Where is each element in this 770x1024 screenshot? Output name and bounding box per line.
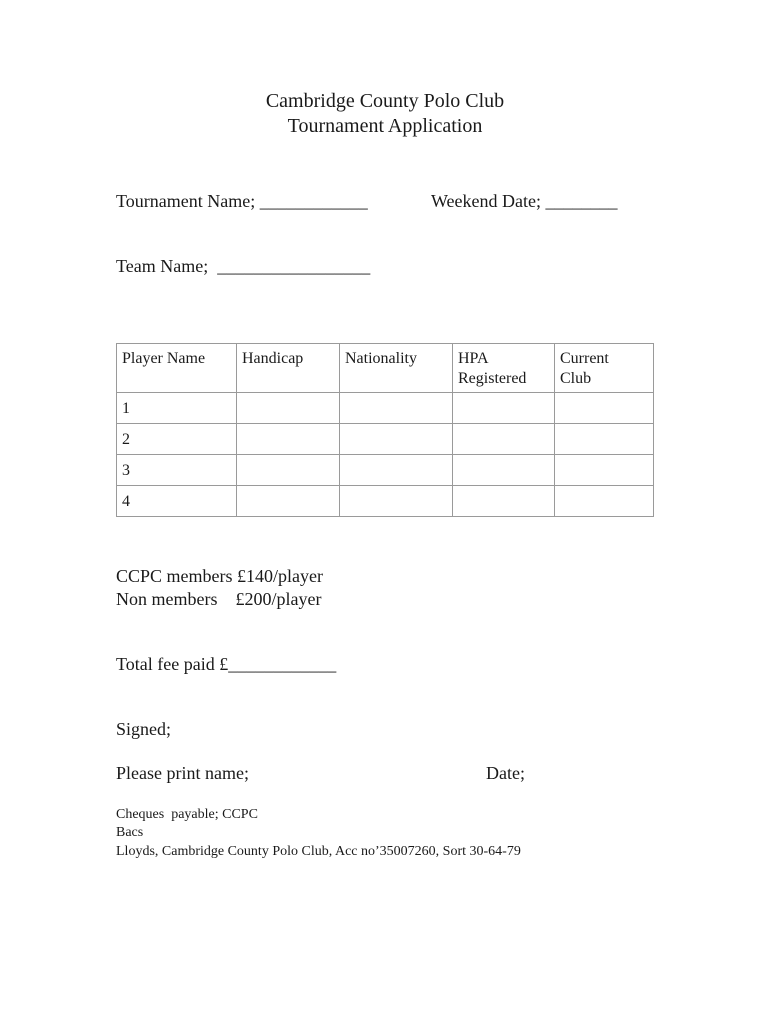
team-name-field: Team Name; _________________ (116, 256, 371, 276)
current-club-cell (555, 424, 654, 455)
current-club-cell (555, 455, 654, 486)
club-name-heading: Cambridge County Polo Club (265, 90, 505, 112)
table-row (117, 486, 654, 517)
header-player-name: Player Name (117, 344, 237, 393)
hpa-registered-cell (453, 393, 555, 424)
current-club-cell (555, 486, 654, 517)
non-member-fee-text: Non members £200/player (116, 589, 322, 609)
player-number-cell: 3 (117, 455, 237, 486)
handicap-cell (237, 486, 340, 517)
player-number-cell: 2 (117, 424, 237, 455)
hpa-registered-cell (453, 424, 555, 455)
handicap-cell (237, 424, 340, 455)
bacs-text: Bacs (116, 825, 144, 840)
signed-label: Signed; (116, 719, 172, 739)
header-nationality: Nationality (340, 344, 453, 393)
player-number-cell: 4 (117, 486, 237, 517)
cheques-payable-text: Cheques payable; CCPC (116, 807, 258, 822)
table-row (117, 393, 654, 424)
bank-details-text: Lloyds, Cambridge County Polo Club, Acc no’35007260, Sort 30-64-79 (116, 844, 521, 859)
date-label: Date; (486, 763, 525, 783)
tournament-name-field: Tournament Name; ____________ (116, 191, 368, 211)
table-row (117, 455, 654, 486)
nationality-cell (340, 455, 453, 486)
nationality-cell (340, 486, 453, 517)
print-name-label: Please print name; (116, 763, 249, 783)
nationality-cell (340, 424, 453, 455)
weekend-date-field: Weekend Date; ________ (431, 191, 618, 211)
header-current-club: Current Club (555, 344, 654, 393)
header-handicap: Handicap (237, 344, 340, 393)
hpa-registered-cell (453, 455, 555, 486)
member-fee-text: CCPC members £140/player (116, 566, 323, 586)
total-fee-field: Total fee paid £____________ (116, 654, 337, 674)
handicap-cell (237, 393, 340, 424)
handicap-cell (237, 455, 340, 486)
table-header-row (117, 344, 654, 393)
hpa-registered-cell (453, 486, 555, 517)
player-number-cell: 1 (117, 393, 237, 424)
form-title-heading: Tournament Application (287, 115, 483, 137)
nationality-cell (340, 393, 453, 424)
table-row (117, 424, 654, 455)
players-table (116, 343, 654, 517)
header-hpa-registered: HPA Registered (453, 344, 555, 393)
current-club-cell (555, 393, 654, 424)
